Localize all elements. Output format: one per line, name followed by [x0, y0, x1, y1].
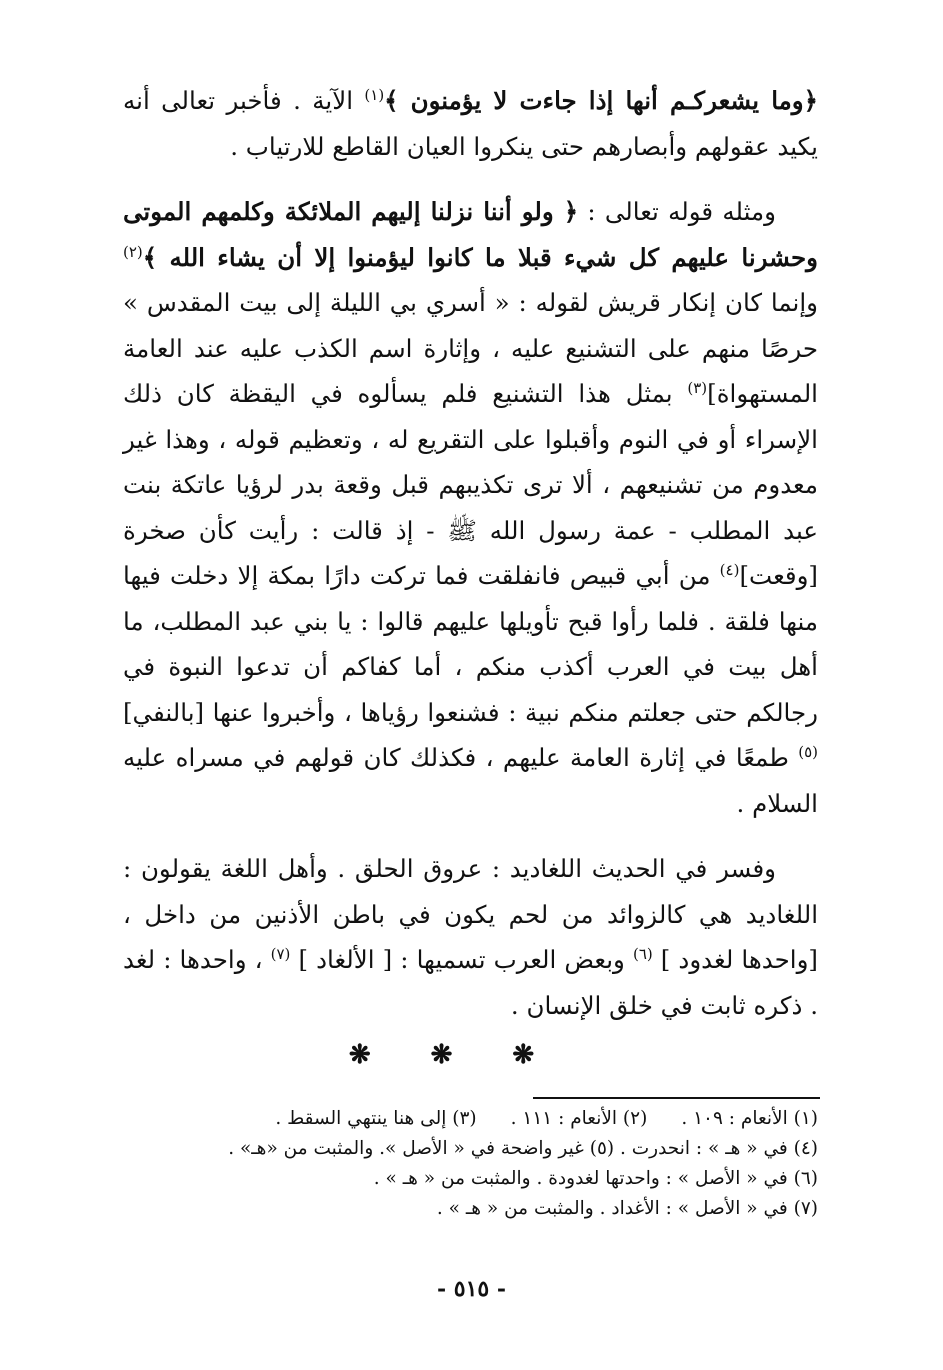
paragraph-1 — [123, 78, 818, 169]
footnote-ref-6[interactable]: (٦) — [632, 944, 653, 963]
text-run: بمثل هذا التشنيع فلم يسألوه في اليقظة كان ذلك الإسراء أو في النوم وأقبلوا على التقريع له ، وتعظيم قوله ، وهذا غير معدوم من تشنيعهم ، ألا ترى تكذيبهم قبل وقعة بدر لرؤيا عاتكة بنت عبد المطلب - عمة رسول الله ﷺ - إذ قالت : رأيت كأن صخرة [وقعت] — [123, 379, 818, 590]
footnote-line-4: (٧) في « الأصل » : الأغداد . والمثبت من « هـ » . — [436, 1198, 818, 1219]
footnote-2: (٢) الأنعام : ١١١ . — [510, 1108, 648, 1129]
main-text — [123, 78, 818, 1028]
text-run: ومثله قوله تعالى : — [578, 197, 776, 226]
text-run: طمعًا في إثارة العامة عليهم ، فكذلك كان قولهم في مسراه عليه السلام . — [123, 743, 818, 818]
page-number: - ٥١٥ - — [436, 1276, 507, 1302]
footnote-1: (١) الأنعام : ١٠٩ . — [681, 1108, 818, 1129]
text-run: ، واحدها : لغد . ذكره ثابت في خلق الإنسان . — [123, 945, 818, 1020]
footnotes — [118, 1104, 818, 1224]
text-run: الآية . فأخبر تعالى أنه يكيد عقولهم وأبصارهم حتى ينكروا العيان القاطع للارتياب . — [123, 86, 818, 161]
footnote-ref-7[interactable]: (٧) — [270, 944, 291, 963]
footnote-ref-5[interactable]: (٥) — [798, 742, 818, 761]
text-run: وفسر في الحديث اللغاديد : عروق الحلق . وأهل اللغة يقولون : اللغاديد هي كالزوائد من لحم يكون في باطن الأذنين من داخل ، [واحدها لغدود ] — [123, 854, 818, 974]
footnote-rule — [533, 1097, 820, 1099]
footnote-ref-1[interactable]: (١) — [364, 85, 385, 104]
footnote-ref-2[interactable]: (٢) — [123, 242, 143, 261]
paragraph-3 — [123, 846, 818, 1028]
footnote-line-3: (٦) في « الأصل » : واحدتها لغدودة . والمثبت من « هـ » . — [373, 1168, 818, 1189]
quran-quote: ﴿ ولو أننا نزلنا إليهم الملائكة وكلمهم الموتى وحشرنا عليهم كل شيء قبلا ما كانوا ليؤمنوا إلا أن يشاء الله ﴾ — [123, 197, 818, 272]
paragraph-2 — [123, 189, 818, 826]
text-run: وإنما كان إنكار قريش لقوله : « أسري بي الليلة إلى بيت المقدس » حرصًا منهم على التشنيع عليه ، وإثارة اسم الكذب عليه عند العامة المستهواة] — [123, 288, 818, 408]
footnote-ref-3[interactable]: (٣) — [687, 378, 708, 397]
footnote-line-1 — [118, 1104, 818, 1134]
text-run: من أبي قبيص فانفلقت فما تركت دارًا بمكة إلا دخلت فيها منها فلقة . فلما رأوا قبح تأويلها عليهم قالوا : يا بني عبد المطلب، ما أهل بيت في العرب أكذب منكم ، أما كفاكم أن تدعوا النبوة في رجالكم حتى جعلتم منكم نبية : فشنعوا رؤياها ، وأخبروا عنها [بالنفي] — [123, 561, 818, 727]
footnote-ref-4[interactable]: (٤) — [719, 560, 740, 579]
text-run: وبعض العرب تسميها : [ الألغاد ] — [290, 945, 633, 974]
quran-quote: ﴿وما يشعركـم أنها إذا جاءت لا يؤمنون ﴾ — [384, 86, 818, 115]
section-separator: ❋❋❋ — [348, 1040, 595, 1070]
footnote-3: (٣) إلى هنا ينتهي السقط . — [275, 1108, 477, 1129]
footnote-line-2: (٤) في « هـ » : انحدرت . (٥) غير واضحة في « الأصل ». والمثبت من «هـ» . — [228, 1138, 818, 1159]
